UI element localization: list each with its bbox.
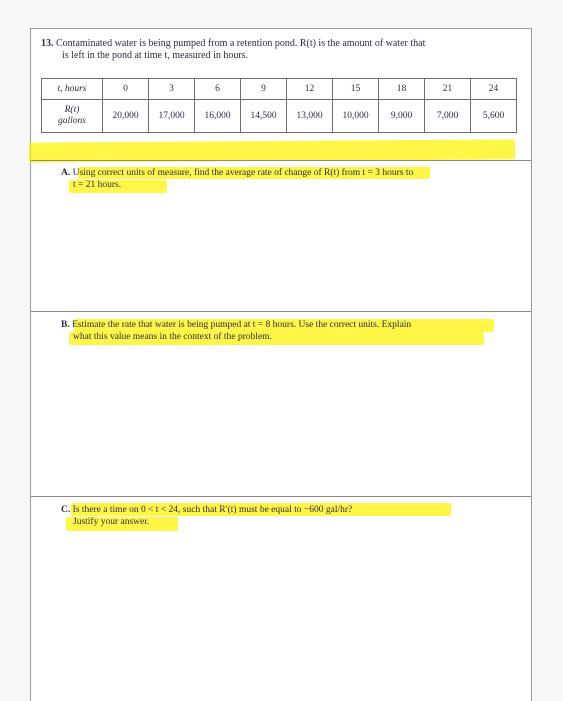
part-b [61, 319, 511, 343]
table-cell: 24 [471, 79, 517, 100]
table-cell: 17,000 [149, 100, 195, 133]
part-b-label: B. [61, 320, 70, 330]
section-divider [31, 160, 531, 161]
table-cell: 9 [241, 79, 287, 100]
table-row-time [42, 79, 517, 100]
problem-text-line1: Contaminated water is being pumped from a retention pond. R(t) is the amount of water that [56, 38, 426, 49]
problem-statement [41, 38, 519, 62]
part-b-line1: Estimate the rate that water is being pumped at t = 8 hours. Use the correct units. Explain [72, 320, 412, 330]
part-c-label: C. [61, 505, 71, 515]
table-cell: 18 [379, 79, 425, 100]
part-a-line2: t = 21 hours. [73, 180, 122, 190]
table-header-amount-line2: gallons [58, 116, 86, 126]
worksheet-page [30, 28, 532, 701]
section-divider [31, 311, 531, 312]
table-cell: 3 [149, 79, 195, 100]
table-cell: 5,600 [471, 100, 517, 133]
table-cell: 12 [287, 79, 333, 100]
table-header-amount-line1: R(t) [64, 105, 80, 115]
part-a-label: A. [61, 168, 71, 178]
part-a-line1: Using correct units of measure, find the average rate of change of R(t) from t = 3 hours to [72, 168, 414, 178]
table-cell: 9,000 [379, 100, 425, 133]
table-cell: 15 [333, 79, 379, 100]
table-cell: 0 [103, 79, 149, 100]
part-a [61, 167, 511, 191]
table-cell: 16,000 [195, 100, 241, 133]
table-cell: 6 [195, 79, 241, 100]
table-cell: 7,000 [425, 100, 471, 133]
table-header-time: t, hours [42, 79, 103, 100]
table-cell: 13,000 [287, 100, 333, 133]
table-cell: 14,500 [241, 100, 287, 133]
table-cell: 10,000 [333, 100, 379, 133]
problem-number: 13. [41, 38, 54, 49]
problem-text-line2: is left in the pond at time t, measured in hours. [62, 50, 249, 61]
part-b-line2: what this value means in the context of the problem. [73, 332, 272, 342]
table-header-amount [42, 100, 103, 133]
section-divider [31, 496, 531, 497]
table-cell: 21 [425, 79, 471, 100]
data-table [41, 78, 517, 133]
part-c-line1: Is there a time on 0 < t < 24, such that R′(t) must be equal to −600 gal/hr? [72, 505, 353, 515]
table-cell: 20,000 [103, 100, 149, 133]
part-c-line2: Justify your answer. [73, 517, 150, 527]
table-row-amount [42, 100, 517, 133]
part-c [61, 504, 511, 528]
